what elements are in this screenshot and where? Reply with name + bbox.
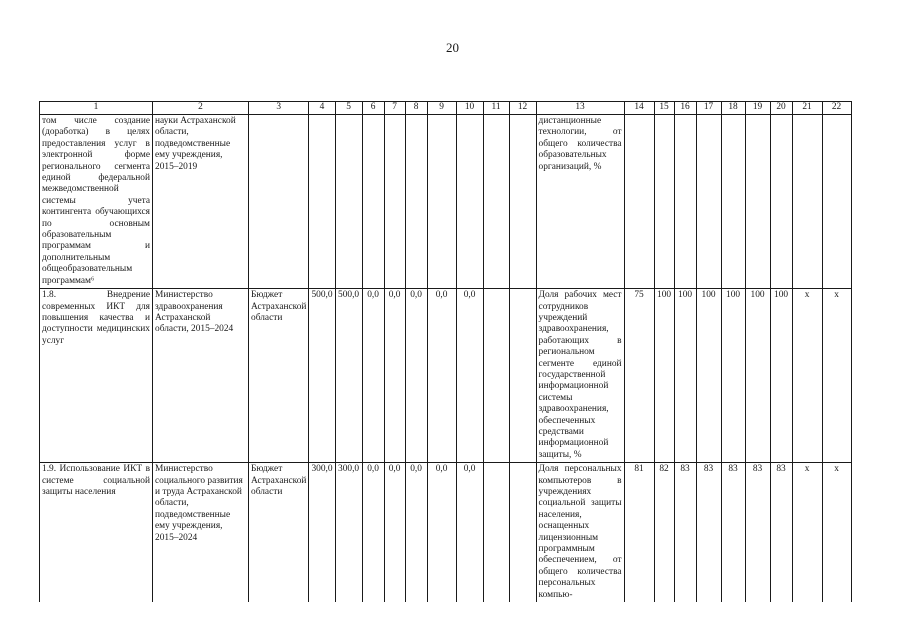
value-cell	[309, 115, 335, 289]
indicator-value	[674, 115, 696, 289]
indicator-value	[624, 115, 654, 289]
column-header: 3	[249, 102, 309, 115]
column-header: 15	[654, 102, 674, 115]
program-table	[39, 101, 852, 602]
indicator-value: 100	[721, 289, 745, 463]
column-header: 13	[536, 102, 624, 115]
value-cell: 0,0	[405, 463, 427, 602]
indicator-value: 100	[745, 289, 770, 463]
indicator-value: 100	[674, 289, 696, 463]
indicator-value: 82	[654, 463, 674, 602]
table-row	[40, 463, 852, 602]
value-cell: 500,0	[309, 289, 335, 463]
value-cell: 0,0	[405, 289, 427, 463]
value-cell: 0,0	[427, 289, 456, 463]
indicator-value	[721, 115, 745, 289]
indicator-value	[770, 115, 792, 289]
indicator-value: 100	[696, 289, 721, 463]
value-cell	[384, 115, 405, 289]
indicator-value: х	[792, 289, 822, 463]
column-header: 11	[483, 102, 509, 115]
value-cell: 300,0	[309, 463, 335, 602]
column-header: 6	[362, 102, 384, 115]
column-header: 8	[405, 102, 427, 115]
indicator-value: 100	[654, 289, 674, 463]
indicator-value	[822, 115, 851, 289]
responsible-executor: Министерство социального развития и труда Астраханской области, подведомственные ему учреждения, 2015–2024	[153, 463, 249, 602]
column-header: 22	[822, 102, 851, 115]
value-cell	[509, 463, 536, 602]
value-cell: 0,0	[384, 289, 405, 463]
indicator-value: х	[822, 289, 851, 463]
column-header: 17	[696, 102, 721, 115]
value-cell	[362, 115, 384, 289]
column-header: 21	[792, 102, 822, 115]
value-cell	[405, 115, 427, 289]
indicator-value	[792, 115, 822, 289]
column-header: 2	[153, 102, 249, 115]
column-header: 9	[427, 102, 456, 115]
funding-source: Бюджет Астраханской области	[249, 289, 309, 463]
value-cell	[456, 115, 483, 289]
indicator-value: 83	[745, 463, 770, 602]
value-cell: 300,0	[335, 463, 362, 602]
responsible-executor: Министерство здравоохранения Астраханской области, 2015–2024	[153, 289, 249, 463]
indicator-value: 83	[674, 463, 696, 602]
measure-name: 1.9. Использование ИКТ в системе социальной защиты населения	[40, 463, 153, 602]
column-header: 18	[721, 102, 745, 115]
value-cell: 0,0	[456, 289, 483, 463]
measure-name: 1.8. Внедрение современных ИКТ для повышения качества и доступности медицинских услуг	[40, 289, 153, 463]
value-cell	[483, 115, 509, 289]
column-header: 19	[745, 102, 770, 115]
indicator-value: х	[822, 463, 851, 602]
value-cell: 0,0	[362, 289, 384, 463]
column-header: 4	[309, 102, 335, 115]
indicator-name: Доля рабочих мест сотрудников учреждений здравоохранения, работающих в региональном сегменте единой государственной информационной системы здравоохранения, обеспеченных средствами информационной защиты, %	[536, 289, 624, 463]
value-cell: 0,0	[384, 463, 405, 602]
funding-source	[249, 115, 309, 289]
column-header: 1	[40, 102, 153, 115]
indicator-value: 100	[770, 289, 792, 463]
value-cell: 0,0	[362, 463, 384, 602]
indicator-value	[654, 115, 674, 289]
indicator-value: 81	[624, 463, 654, 602]
indicator-value: 83	[721, 463, 745, 602]
indicator-value	[745, 115, 770, 289]
indicator-value: х	[792, 463, 822, 602]
column-header: 7	[384, 102, 405, 115]
indicator-name: дистанционные технологии, от общего количества образовательных организаций, %	[536, 115, 624, 289]
page-number: 20	[446, 40, 459, 55]
table-row	[40, 115, 852, 289]
value-cell	[427, 115, 456, 289]
indicator-value: 83	[696, 463, 721, 602]
column-number-row	[40, 102, 852, 115]
indicator-value	[696, 115, 721, 289]
value-cell	[335, 115, 362, 289]
funding-source: Бюджет Астраханской области	[249, 463, 309, 602]
value-cell: 0,0	[456, 463, 483, 602]
value-cell: 0,0	[427, 463, 456, 602]
indicator-name: Доля персональных компьютеров в учреждениях социальной защиты населения, оснащенных лицензионным программным обеспечением, от общего количества персональных компью-	[536, 463, 624, 602]
measure-name: том числе создание (доработка) в целях предоставления услуг в электронной форме регионального сегмента единой федеральной межведомственной системы учета контингента обучающихся по основным образовательным программам и дополнительным общеобразовательным программам⁶	[40, 115, 153, 289]
indicator-value: 83	[770, 463, 792, 602]
indicator-value: 75	[624, 289, 654, 463]
column-header: 20	[770, 102, 792, 115]
column-header: 12	[509, 102, 536, 115]
value-cell	[509, 289, 536, 463]
column-header: 5	[335, 102, 362, 115]
value-cell	[509, 115, 536, 289]
column-header: 10	[456, 102, 483, 115]
column-header: 16	[674, 102, 696, 115]
value-cell	[483, 289, 509, 463]
value-cell: 500,0	[335, 289, 362, 463]
table-row	[40, 289, 852, 463]
value-cell	[483, 463, 509, 602]
column-header: 14	[624, 102, 654, 115]
responsible-executor: науки Астраханской области, подведомственные ему учреждения, 2015–2019	[153, 115, 249, 289]
